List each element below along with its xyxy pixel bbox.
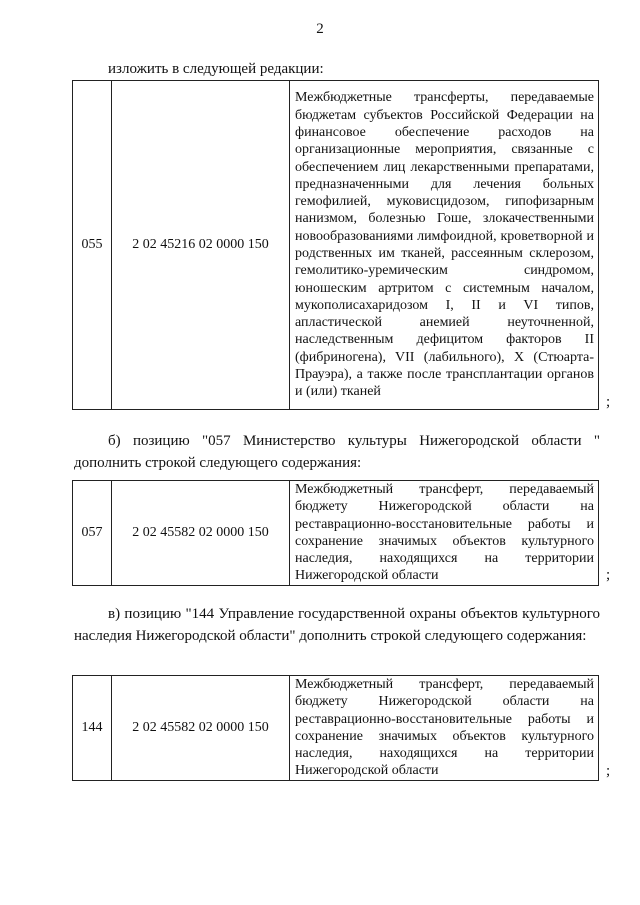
row-code: 144 (73, 676, 112, 781)
row-kbk: 2 02 45582 02 0000 150 (112, 676, 290, 781)
row-kbk: 2 02 45216 02 0000 150 (112, 81, 290, 410)
paragraph-v (74, 603, 600, 647)
table-055 (72, 80, 599, 410)
table-row (73, 481, 599, 586)
row-code: 055 (73, 81, 112, 410)
intro-text: изложить в следующей редакции: (108, 61, 324, 77)
row-terminator: ; (606, 394, 611, 410)
table-row (73, 81, 599, 410)
row-kbk: 2 02 45582 02 0000 150 (112, 481, 290, 586)
row-code: 057 (73, 481, 112, 586)
row-description: Межбюджетный трансферт, передаваемый бюджету Нижегородской области на реставрационно-восстановительные работы и сохранение значимых объектов культурного наследия, находящихся на территории Нижегородской области (290, 676, 599, 781)
row-terminator: ; (606, 567, 611, 583)
page-number: 2 (316, 21, 324, 37)
row-description: Межбюджетные трансферты, передаваемые бюджетам субъектов Российской Федерации на финансовое обеспечение расходов на организационные мероприятия, связанные с обеспечением лиц лекарственными препаратами, предназначенными для лечения больных гемофилией, муковисцидозом, гипофизарным нанизмом, болезнью Гоше, злокачественными новообразованиями лимфоидной, кроветворной и родственных им тканей, рассеянным склерозом, гемолитико-уремическим синдромом, юношеским артритом с системным началом, мукополисахаридозом I, II и VI типов, апластической анемией неуточненной, наследственным дефицитом факторов II (фибриногена), VII (лабильного), X (Стюарта-Прауэра), а также после трансплантации органов и (или) тканей (290, 81, 599, 410)
table-row (73, 676, 599, 781)
paragraph-b (74, 430, 600, 474)
paragraph-v-text: в) позицию "144 Управление государственной охраны объектов культурного наследия Нижегородской области" дополнить строкой следующего содержания: (74, 606, 600, 644)
row-terminator: ; (606, 763, 611, 779)
row-description: Межбюджетный трансферт, передаваемый бюджету Нижегородской области на реставрационно-восстановительные работы и сохранение значимых объектов культурного наследия, находящихся на территории Нижегородской области (290, 481, 599, 586)
table-144 (72, 675, 599, 781)
paragraph-b-text: б) позицию "057 Министерство культуры Нижегородской области " дополнить строкой следующего содержания: (74, 433, 600, 471)
table-057 (72, 480, 599, 586)
